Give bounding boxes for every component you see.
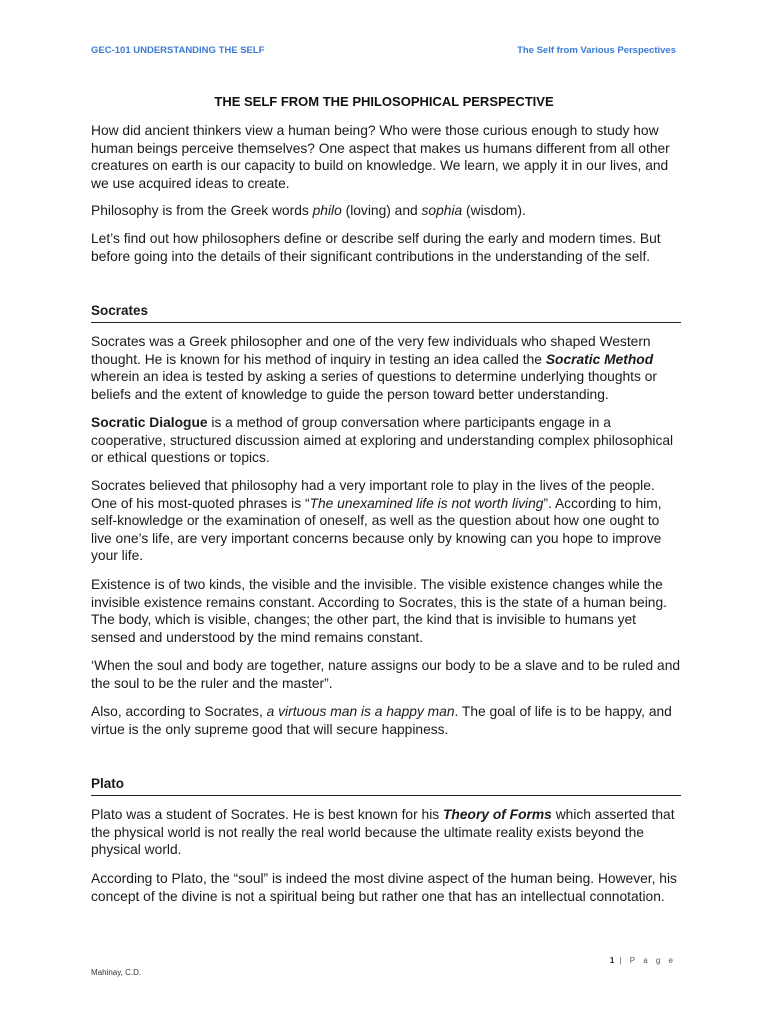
plato-paragraph-2: According to Plato, the “soul” is indeed the most divine aspect of the human being. However, his concept of the divine is not a spiritual being but rather one that has an intellectual connotation. (91, 871, 677, 904)
text-run: is a method of group conversation where participants engage in a cooperative, structured discussion aimed at exploring and understanding complex philosophical or ethical questions or topics. (91, 415, 674, 466)
text-run: (loving) and (341, 203, 422, 218)
socrates-paragraph-2 (91, 414, 681, 467)
term-socratic-dialogue: Socratic Dialogue (91, 415, 208, 430)
socrates-paragraph-5: ‘When the soul and body are together, nature assigns our body to be a slave and to be ruled and the soul to be the ruler and the master”. (91, 658, 681, 691)
intro-paragraph-3: Let’s find out how philosophers define or describe self during the early and modern times. But before going into the details of their significant contributions in the understanding of the self. (91, 231, 661, 264)
text-run: Also, according to Socrates, (91, 704, 267, 719)
text-run: which asserted that the physical world is not really the real world because the ultimate reality exists beyond the physical world. (91, 807, 675, 858)
quote-unexamined-life: The unexamined life is not worth living (309, 495, 544, 511)
text-run: Philosophy is from the Greek words (91, 203, 313, 218)
intro-paragraph-2 (91, 202, 681, 220)
running-header-course: GEC-101 UNDERSTANDING THE SELF (91, 45, 265, 56)
socrates-paragraph-1 (91, 333, 681, 403)
term-sophia: sophia (421, 203, 463, 218)
page-number-value: 1 (609, 956, 615, 965)
text-run: wherein an idea is tested by asking a series of questions to determine underlying thoughts or beliefs and the extent of knowledge to guide the person toward better understanding. (91, 369, 658, 402)
section-heading-socrates: Socrates (91, 303, 681, 323)
quote-virtuous-man: a virtuous man is a happy man (266, 704, 455, 719)
text-run: ”. According to him, self-knowledge or the examination of oneself, as well as the question about how one ought to live one’s life, are very important concerns because only by knowing can you hope to improve your life. (91, 495, 662, 564)
text-run: Socrates believed that philosophy had a very important role to play in the lives of the people. One of his most-quoted phrases is “ (91, 478, 655, 511)
text-run: Plato was a student of Socrates. He is best known for his (91, 807, 443, 822)
term-socratic-method: Socratic Method (545, 351, 654, 367)
page-number (610, 956, 676, 965)
plato-paragraph-1 (91, 806, 681, 859)
intro-paragraph-1: How did ancient thinkers view a human being? Who were those curious enough to study how human beings perceive themselves? One aspect that makes us humans different from all other creatures on earth is our capacity to build on knowledge. We learn, we apply it in our lives, and we use acquired ideas to create. (91, 123, 670, 191)
socrates-paragraph-3 (91, 477, 681, 565)
text-run: (wisdom). (462, 203, 526, 218)
page-title: THE SELF FROM THE PHILOSOPHICAL PERSPECTIVE (214, 94, 554, 109)
socrates-paragraph-4: Existence is of two kinds, the visible and the invisible. The visible existence changes while the invisible existence remains constant. According to Socrates, this is the state of a human being. The body, which is visible, changes; the other part, the kind that is invisible to humans yet sensed and understood by the mind remains constant. (91, 577, 667, 645)
page-label: | P a g e (614, 956, 676, 965)
text-run: . The goal of life is to be happy, and virtue is the only supreme good that will secure happiness. (91, 704, 672, 737)
text-run: Socrates was a Greek philosopher and one of the very few individuals who shaped Western thought. He is known for his method of inquiry in testing an idea called the (91, 334, 651, 367)
footer-author: Mahinay, C.D. (91, 968, 142, 977)
running-header-topic: The Self from Various Perspectives (517, 45, 676, 56)
section-heading-plato: Plato (91, 776, 681, 796)
term-theory-of-forms: Theory of Forms (443, 807, 552, 822)
socrates-paragraph-6 (91, 703, 681, 738)
term-philo: philo (312, 203, 342, 218)
